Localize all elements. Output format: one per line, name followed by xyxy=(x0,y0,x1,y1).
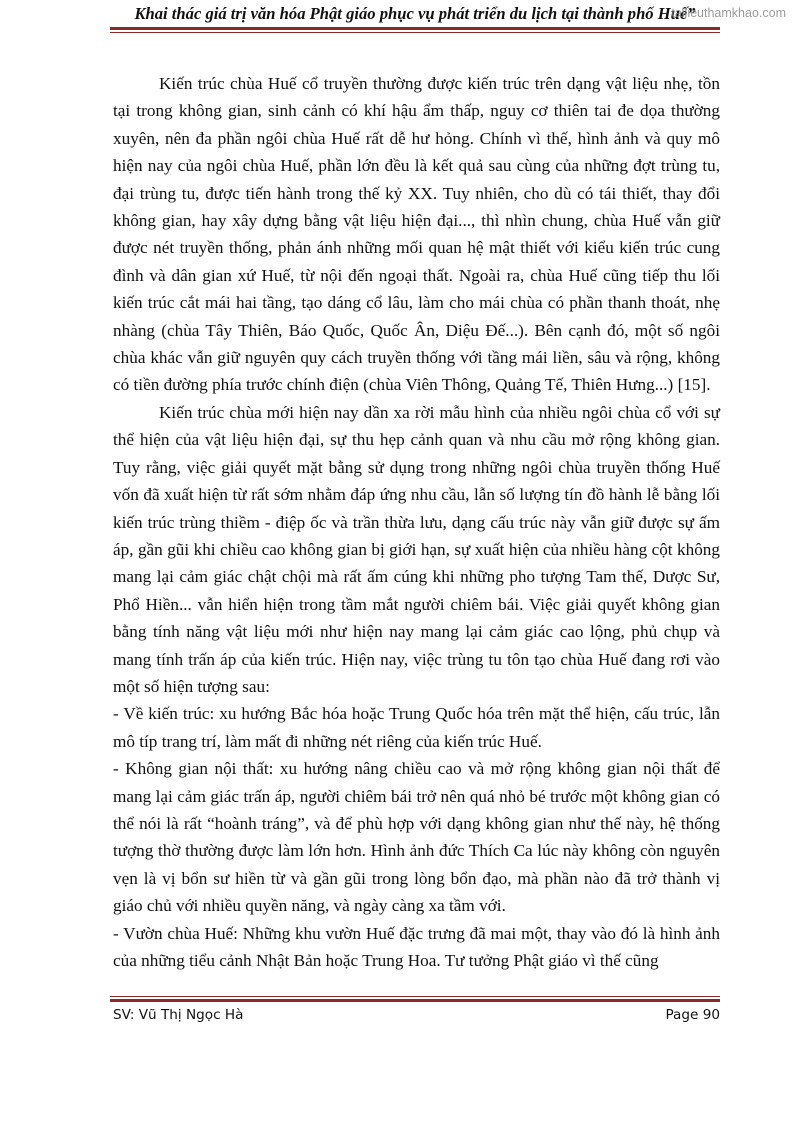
footer-divider xyxy=(110,996,720,1002)
paragraph-2: Kiến trúc chùa mới hiện nay dần xa rời mẫu hình của nhiều ngôi chùa cổ với sự thể hiện của vật liệu hiện đại, sự thu hẹp cảnh quan và nhu cầu mở rộng không gian. Tuy rằng, việc giải quyết mặt bằng sử dụng trong những ngôi chùa truyền thống Huế vốn đã xuất hiện từ rất sớm nhằm đáp ứng nhu cầu, lẫn số lượng tín đồ hành lễ bằng lối kiến trúc trùng thiềm - điệp ốc và trần thừa lưu, dạng cấu trúc này vẫn giữ được sự ấm áp, gần gũi khi chiều cao không gian bị giới hạn, sự xuất hiện của nhiều hàng cột không mang lại cảm giác chật chội mà rất ấm cúng khi những pho tượng Tam thế, Dược Sư, Phổ Hiền... vẫn hiển hiện trong tầm mắt người chiêm bái. Việc giải quyết không gian bằng tính năng vật liệu mới như hiện nay mang lại cảm giác cao lộng, phủ chụp và mang tính trấn áp của kiến trúc. Hiện nay, việc trùng tu tôn tạo chùa Huế đang rơi vào một số hiện tượng sau: xyxy=(113,402,720,696)
bullet-interior-space: - Không gian nội thất: xu hướng nâng chiều cao và mở rộng không gian nội thất để mang lại cảm giác trấn áp, người chiêm bái trở nên quá nhỏ bé trước một không gian có thể nói là rất “hoành tráng”, và để phù hợp với dạng không gian như thế này, hệ thống tượng thờ thường được làm lớn hơn. Hình ảnh đức Thích Ca lúc này không còn nguyên vẹn là vị bổn sư hiền từ và gần gũi trong lòng bổn đạo, mà phần nào đã trở thành vị giáo chủ với nhiều quyền năng, và ngày càng xa tầm với. xyxy=(113,759,720,916)
running-header: Khai thác giá trị văn hóa Phật giáo phục vụ phát triển du lịch tại thành phố Huế” xyxy=(134,4,696,23)
footer-author: SV: Vũ Thị Ngọc Hà xyxy=(113,1007,244,1023)
page-body xyxy=(113,70,720,974)
bullet-temple-garden: - Vườn chùa Huế: Những khu vườn Huế đặc trưng đã mai một, thay vào đó là hình ảnh của những tiểu cảnh Nhật Bản hoặc Trung Hoa. Tư tưởng Phật giáo vì thế cũng xyxy=(113,923,720,970)
page-footer xyxy=(113,1005,720,1025)
watermark-text: tailieuthamkhao.com xyxy=(671,6,786,20)
header-divider xyxy=(110,27,720,33)
page-number: Page 90 xyxy=(665,1007,720,1023)
bullet-architecture: - Về kiến trúc: xu hướng Bắc hóa hoặc Trung Quốc hóa trên mặt thể hiện, cấu trúc, lẫn mô típ trang trí, làm mất đi những nét riêng của kiến trúc Huế. xyxy=(113,704,720,751)
paragraph-1: Kiến trúc chùa Huế cổ truyền thường được kiến trúc trên dạng vật liệu nhẹ, tồn tại trong không gian, sinh cảnh có khí hậu ẩm thấp, nguy cơ thiên tai đe dọa thường xuyên, nên đa phần ngôi chùa Huế rất dễ hư hỏng. Chính vì thế, hình ảnh và quy mô hiện nay của ngôi chùa Huế, phần lớn đều là kết quả sau cùng của những đợt trùng tu, đại trùng tu, được tiến hành trong thế kỷ XX. Tuy nhiên, cho dù có tái thiết, thay đổi không gian, hay xây dựng bằng vật liệu hiện đại..., thì nhìn chung, chùa Huế vẫn giữ được nét truyền thống, phản ánh những mối quan hệ mật thiết với kiểu kiến trúc cung đình và dân gian xứ Huế, từ nội đến ngoại thất. Ngoài ra, chùa Huế cũng tiếp thu lối kiến trúc cắt mái hai tầng, tạo dáng cổ lâu, làm cho mái chùa có phần thanh thoát, nhẹ nhàng (chùa Tây Thiên, Báo Quốc, Quốc Ân, Diệu Đế...). Bên cạnh đó, một số ngôi chùa khác vẫn giữ nguyên quy cách truyền thống với tầng mái liền, sâu và rộng, không có tiền đường phía trước chính điện (chùa Viên Thông, Quảng Tế, Thiên Hưng...) [15]. xyxy=(113,74,720,395)
